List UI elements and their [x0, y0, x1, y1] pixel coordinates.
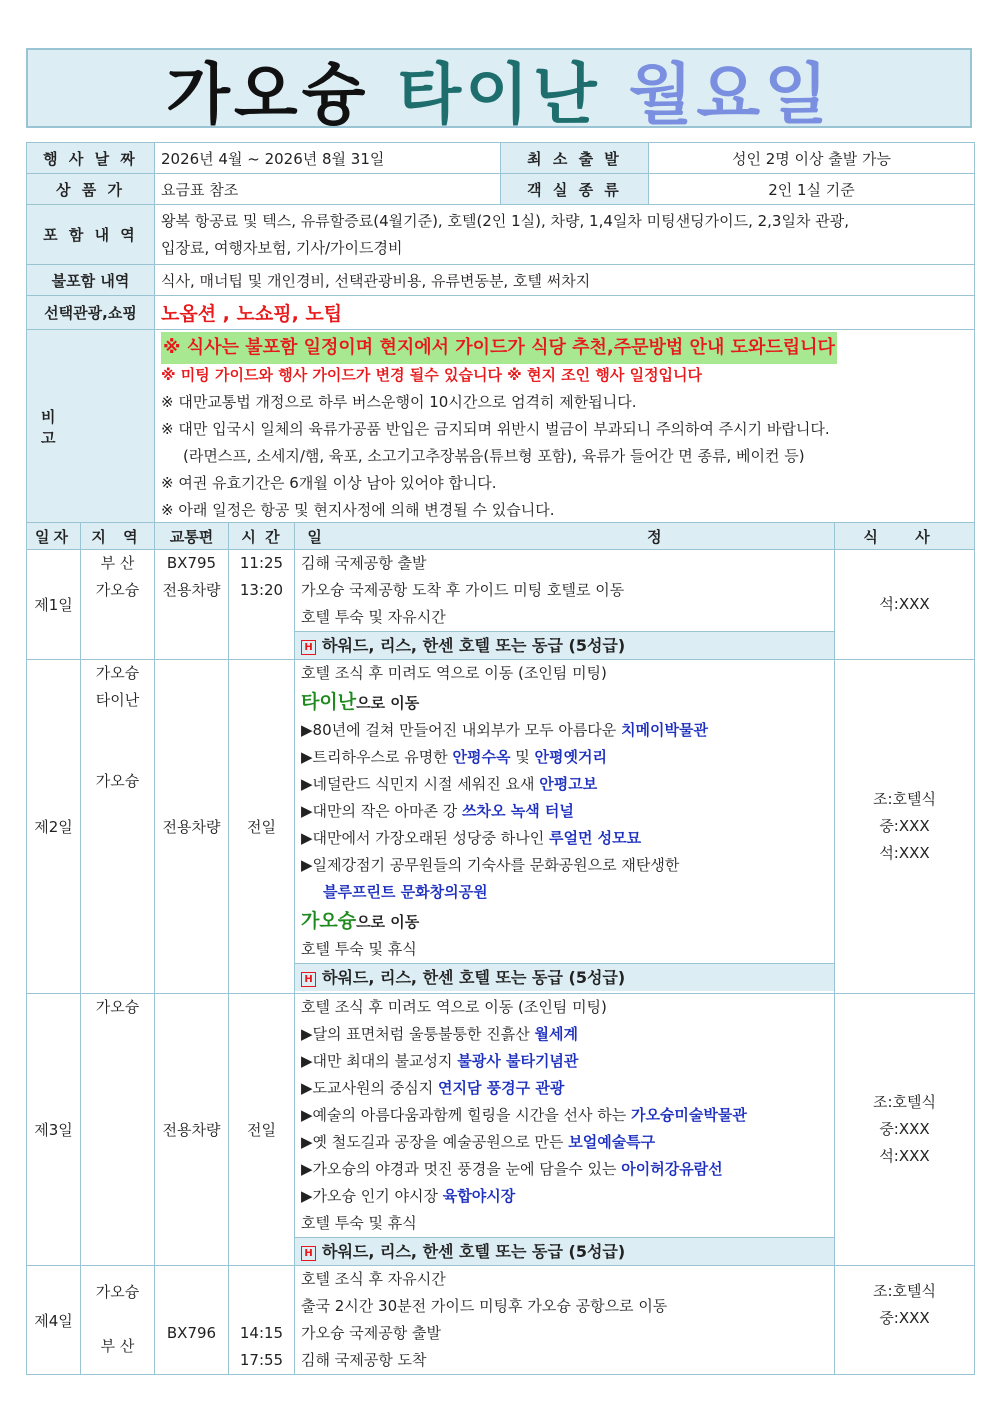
itinerary-line: [301, 687, 828, 717]
place-tainan: 타이난: [301, 691, 357, 713]
period-value: 2026년 4월 ~ 2026년 8월 31일: [155, 143, 501, 174]
transport-cell: [155, 550, 229, 660]
title-part-monday: 월요일: [628, 55, 832, 133]
hotel-line: [295, 631, 834, 659]
hotel-h-icon: H: [301, 1246, 316, 1261]
item-text: ▶대만 최대의 불교성지: [301, 1052, 458, 1070]
region-text: 가오슝: [95, 664, 140, 682]
option-label: 선택관광,쇼핑: [27, 296, 155, 330]
region-text: 부 산: [100, 1337, 135, 1355]
itinerary-line: 호텔 조식 후 미려도 역으로 이동 (조인팀 미팅): [301, 998, 607, 1016]
itinerary-line: 가오슝 국제공항 출발: [301, 1324, 441, 1342]
itinerary-line: [301, 1183, 828, 1210]
attraction-name: 월세계: [534, 1025, 578, 1043]
meal-text: 중:XXX: [879, 1120, 930, 1138]
item-text: ▶달의 표면처럼 울퉁불퉁한 진흙산: [301, 1025, 535, 1043]
item-text: ▶대만에서 가장오래된 성당중 하나인: [301, 829, 549, 847]
meal-text: 중:XXX: [879, 817, 930, 835]
transport-text: BX796: [166, 1324, 217, 1342]
itinerary-line: 호텔 투숙 및 자유시간: [301, 608, 446, 626]
attraction-name: 안평수옥: [452, 748, 511, 766]
itinerary-line: 호텔 투숙 및 휴식: [301, 1214, 417, 1232]
region-text: 가오슝: [95, 1283, 140, 1301]
itinerary-line: [301, 798, 828, 825]
itinerary-line: [301, 1102, 828, 1129]
hotel-text: 하워드, 리스, 한센 호텔 또는 동급 (5성급): [322, 636, 626, 655]
itinerary-line: [301, 744, 828, 771]
include-line: 왕복 항공료 및 텍스, 유류할증료(4월기준), 호텔(2인 1실), 차량, 1,4일차 미팅샌딩가이드, 2,3일차 관광,: [161, 211, 849, 230]
day-row: [27, 660, 975, 994]
meal-text: 중:XXX: [879, 1309, 930, 1327]
exclude-value: 식사, 매너팁 및 개인경비, 선택관광비용, 유류변동분, 호텔 써차지: [155, 265, 975, 296]
notes-value: [155, 330, 975, 525]
time-cell: 전일: [229, 994, 295, 1266]
item-text: ▶네덜란드 식민지 시절 세워진 요새: [301, 775, 540, 793]
transport-cell: [155, 1266, 229, 1375]
day-label: 제2일: [27, 660, 81, 994]
header-transport: 교통편: [155, 523, 229, 550]
time-text: 17:55: [239, 1351, 284, 1369]
meal-text: 조:호텔식: [872, 1282, 936, 1300]
itinerary-line: [301, 906, 828, 936]
itinerary-cell: [295, 550, 835, 660]
price-label: 상 품 가: [27, 174, 155, 205]
itinerary-line: [301, 1075, 828, 1102]
itinerary-line: 김해 국제공항 출발: [301, 554, 427, 572]
item-text: ▶가오슝의 야경과 멋진 풍경을 눈에 담을수 있는: [301, 1160, 622, 1178]
time-cell: 전일: [229, 660, 295, 994]
itinerary-line: [301, 1156, 828, 1183]
price-value: 요금표 참조: [155, 174, 501, 205]
time-text: 11:25: [239, 554, 284, 572]
hotel-text: 하워드, 리스, 한센 호텔 또는 동급 (5성급): [322, 1242, 626, 1261]
itinerary-cell: [295, 1266, 835, 1375]
day-row: [27, 994, 975, 1266]
item-text: ▶도교사원의 중심지: [301, 1079, 438, 1097]
header-region: 지 역: [81, 523, 155, 550]
itinerary-line: 호텔 조식 후 미려도 역으로 이동 (조인팀 미팅): [301, 664, 607, 682]
itinerary-cell: [295, 660, 835, 994]
meal-text: 석:XXX: [879, 1147, 930, 1165]
note-line: ※ 대만 입국시 일체의 육류가공품 반입은 금지되며 위반시 벌금이 부과되니 주의하여 주시기 바랍니다.: [161, 420, 830, 438]
room-type-label: 객 실 종 류: [501, 174, 649, 205]
note-line: ※ 미팅 가이드와 행사 가이드가 변경 될수 있습니다 ※ 현지 조인 행사 일정입니다: [161, 366, 703, 384]
header-day: 일자: [27, 523, 81, 550]
item-text: 및: [510, 748, 535, 766]
attraction-name: 쓰차오 녹색 터널: [462, 802, 574, 820]
schedule-table: [26, 522, 975, 1375]
region-cell: [81, 1266, 155, 1375]
note-line: (라면스프, 소세지/햄, 육포, 소고기고추장볶음(튜브형 포함), 육류가 들어간 면 종류, 베이컨 등): [183, 447, 805, 465]
itinerary-line: [301, 879, 828, 906]
item-text: ▶가오슝 인기 야시장: [301, 1187, 443, 1205]
title-part-tainan: 타이난: [397, 55, 601, 133]
meal-cell: [835, 994, 975, 1266]
item-text: ▶예술의 아름다움과함께 힐링을 시간을 선사 하는: [301, 1106, 631, 1124]
attraction-name: 가오슝미술박물관: [630, 1106, 747, 1124]
region-cell: [81, 550, 155, 660]
region-cell: [81, 994, 155, 1266]
day-label: 제4일: [27, 1266, 81, 1375]
period-label: 행 사 날 짜: [27, 143, 155, 174]
meal-cell: [835, 660, 975, 994]
time-text: 14:15: [239, 1324, 284, 1342]
item-text: ▶일제강점기 공무원들의 기숙사를 문화공원으로 재탄생한: [301, 856, 680, 874]
header-meal: 식 사: [835, 523, 975, 550]
include-value: [155, 205, 975, 265]
hotel-line: [295, 1237, 834, 1265]
item-text: ▶대만의 작은 아마존 강: [301, 802, 463, 820]
header-itinerary: 일 정: [295, 523, 835, 550]
hotel-text: 하워드, 리스, 한센 호텔 또는 동급 (5성급): [322, 968, 626, 987]
region-text: 타이난: [95, 691, 140, 709]
region-cell: [81, 660, 155, 994]
note-line: ※ 여권 유효기간은 6개월 이상 남아 있어야 합니다.: [161, 474, 497, 492]
meal-text: 조:호텔식: [872, 790, 936, 808]
day-row: [27, 1266, 975, 1375]
notes-label: 비 고: [27, 330, 155, 525]
itinerary-line: [301, 771, 828, 798]
meal-text: 조:호텔식: [872, 1093, 936, 1111]
note-line: ※ 식사는 불포함 일정이며 현지에서 가이드가 식당 추천,주문방법 안내 도와드립니다: [161, 332, 837, 364]
day-label: 제1일: [27, 550, 81, 660]
itinerary-line: [301, 852, 828, 879]
attraction-name: 육합야시장: [442, 1187, 516, 1205]
meal-text: 석:XXX: [879, 844, 930, 862]
item-text: ▶트리하우스로 유명한: [301, 748, 453, 766]
page-title: [26, 48, 972, 133]
meal-text: 석:XXX: [879, 595, 930, 613]
itinerary-line: [301, 1048, 828, 1075]
include-label: 포 함 내 역: [27, 205, 155, 265]
option-value: 노옵션 , 노쇼핑, 노팁: [155, 296, 975, 330]
itinerary-line: [301, 1129, 828, 1156]
itinerary-line: 김해 국제공항 도착: [301, 1351, 427, 1369]
item-text: ▶옛 철도길과 공장을 예술공원으로 만든: [301, 1133, 569, 1151]
transport-cell: 전용차량: [155, 994, 229, 1266]
note-line: ※ 대만교통법 개정으로 하루 버스운행이 10시간으로 엄격히 제한됩니다.: [161, 393, 637, 411]
meal-cell: [835, 550, 975, 660]
time-cell: [229, 550, 295, 660]
attraction-name: 루얼먼 성모묘: [548, 829, 642, 847]
note-line: ※ 아래 일정은 항공 및 현지사정에 의해 변경될 수 있습니다.: [161, 501, 555, 519]
attraction-name: 블루프린트 문화창의공원: [323, 883, 488, 901]
room-type-value: 2인 1실 기준: [649, 174, 975, 205]
attraction-name: 안평옛거리: [534, 748, 607, 766]
itinerary-line: 호텔 투숙 및 휴식: [301, 940, 417, 958]
time-cell: [229, 1266, 295, 1375]
attraction-name: 연지담 풍경구 관광: [438, 1079, 565, 1097]
info-table: [26, 142, 975, 525]
itinerary-line: [301, 717, 828, 744]
transport-text: BX795: [166, 554, 217, 572]
move-suffix: 으로 이동: [356, 913, 420, 931]
itinerary-line: [301, 1021, 828, 1048]
region-text: 부 산: [100, 554, 135, 572]
exclude-label: 불포함 내역: [27, 265, 155, 296]
day-label: 제3일: [27, 994, 81, 1266]
itinerary-line: 출국 2시간 30분전 가이드 미팅후 가오슝 공항으로 이동: [301, 1297, 668, 1315]
min-departure-label: 최 소 출 발: [501, 143, 649, 174]
region-text: 가오슝: [95, 581, 140, 599]
hotel-h-icon: H: [301, 640, 316, 655]
transport-cell: 전용차량: [155, 660, 229, 994]
min-departure-value: 성인 2명 이상 출발 가능: [649, 143, 975, 174]
itinerary-cell: [295, 994, 835, 1266]
attraction-name: 안평고보: [539, 775, 598, 793]
attraction-name: 불광사 불타기념관: [457, 1052, 579, 1070]
meal-cell: [835, 1266, 975, 1375]
hotel-line: [295, 963, 834, 991]
title-part-kaohsiung: 가오슝: [166, 55, 370, 133]
place-kaohsiung: 가오슝: [301, 910, 357, 932]
attraction-name: 보얼예술특구: [568, 1133, 656, 1151]
itinerary-line: [301, 825, 828, 852]
move-suffix: 으로 이동: [356, 694, 420, 712]
include-line: 입장료, 여행자보험, 기사/가이드경비: [161, 238, 403, 257]
day-row: [27, 550, 975, 660]
header-time: 시 간: [229, 523, 295, 550]
hotel-h-icon: H: [301, 972, 316, 987]
region-text: 가오슝: [95, 772, 140, 790]
itinerary-line: 호텔 조식 후 자유시간: [301, 1270, 446, 1288]
attraction-name: 아이허강유람선: [621, 1160, 723, 1178]
region-text: 가오슝: [95, 998, 140, 1016]
attraction-name: 치메이박물관: [621, 721, 709, 739]
item-text: ▶80년에 걸쳐 만들어진 내외부가 모두 아름다운: [301, 721, 622, 739]
transport-text: 전용차량: [162, 581, 221, 599]
itinerary-line: 가오슝 국제공항 도착 후 가이드 미팅 호텔로 이동: [301, 581, 625, 599]
time-text: 13:20: [239, 581, 284, 599]
